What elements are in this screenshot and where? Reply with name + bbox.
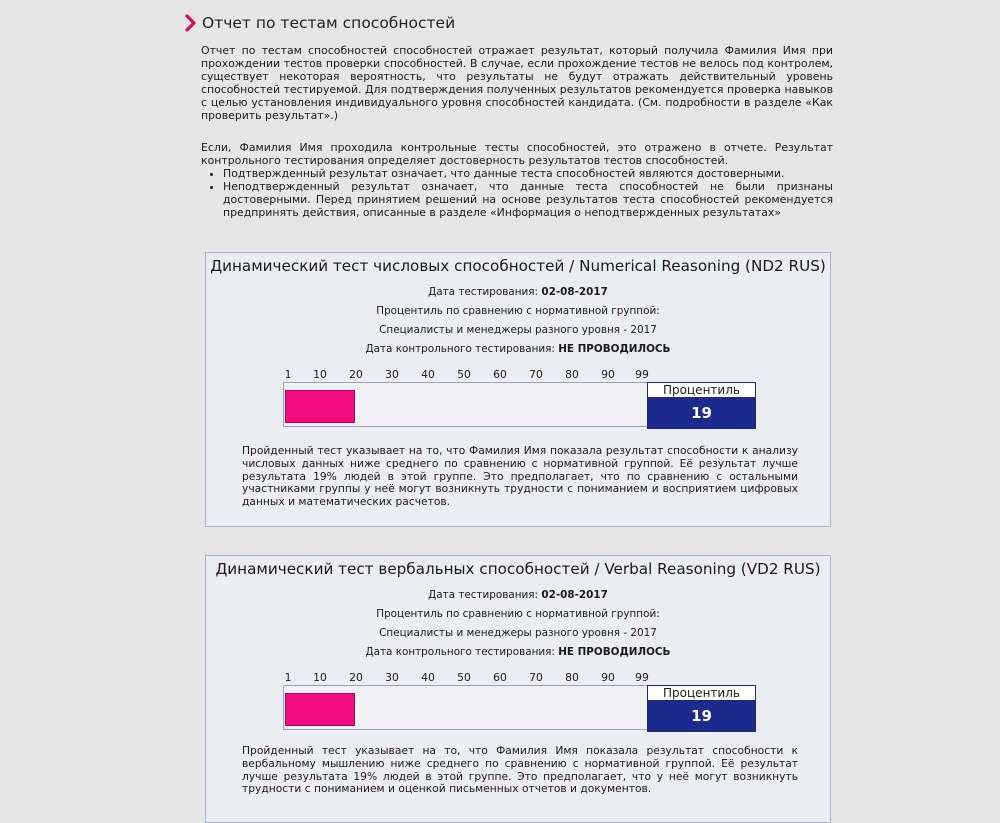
control-test-date	[206, 646, 830, 658]
scale-tick: 80	[565, 671, 579, 684]
test-title: Динамический тест числовых способностей / Numerical Reasoning (ND2 RUS)	[210, 257, 826, 275]
page-title: Отчет по тестам способностей	[202, 14, 456, 32]
percentile-box	[647, 382, 756, 429]
norm-label: Процентиль по сравнению с нормативной группой:	[376, 305, 660, 317]
scale-tick: 10	[313, 368, 327, 381]
scale-tick: 20	[349, 671, 363, 684]
norm-label: Процентиль по сравнению с нормативной группой:	[376, 608, 660, 620]
control-date-label: Дата контрольного тестирования:	[365, 646, 555, 658]
scale-tick: 99	[635, 368, 649, 381]
test-date	[206, 589, 830, 601]
norm-group: Специалисты и менеджеры разного уровня - 2017	[379, 324, 657, 336]
verbal-test-card	[205, 555, 831, 823]
scale-tick: 20	[349, 368, 363, 381]
test-description: Пройденный тест указывает на то, что Фамилия Имя показала результат способности к вербальному мышлению ниже среднего по сравнению с нормативной группой. Её результат лучше результата 19% людей в этой группе. Это предполагает, что у неё могут возникнуть трудности с пониманием и оценкой письменных отчетов и документов.	[242, 744, 798, 796]
scale-tick: 80	[565, 368, 579, 381]
scale-tick: 70	[529, 368, 543, 381]
control-date-label: Дата контрольного тестирования:	[365, 343, 555, 355]
bullet-list	[201, 167, 833, 219]
section-header	[184, 14, 455, 32]
test-date-value: 02-08-2017	[541, 589, 608, 601]
list-item: • Неподтвержденный результат означает, что данные теста способностей не были признаны достоверными. Перед принятием решений на основе результатов теста способностей рекомендуется предпринять действия, описанные в разделе «Информация о неподтвержденных результатах»	[223, 180, 833, 219]
control-date-value: НЕ ПРОВОДИЛОСЬ	[558, 343, 671, 355]
scale-tick: 1	[284, 671, 292, 684]
list-item: • Подтвержденный результат означает, что данные теста способностей являются достоверными.	[223, 167, 833, 180]
test-date-value: 02-08-2017	[541, 286, 608, 298]
test-date-label: Дата тестирования:	[428, 589, 539, 601]
scale-tick: 40	[421, 368, 435, 381]
test-date	[206, 286, 830, 298]
scale-tick: 70	[529, 671, 543, 684]
scale-tick: 1	[284, 368, 292, 381]
intro-control-section	[201, 141, 833, 219]
percentile-bar-fill	[285, 390, 355, 423]
percentile-box	[647, 685, 756, 732]
scale-tick: 50	[457, 368, 471, 381]
scale-tick: 90	[601, 671, 615, 684]
scale-tick: 30	[385, 368, 399, 381]
test-description: Пройденный тест указывает на то, что Фамилия Имя показала результат способности к анализу числовых данных ниже среднего по сравнению с нормативной группой. Её результат лучше результата 19% людей в этой группе. Это предполагает, что по сравнению с остальными участниками группы у неё могут возникнуть трудности с пониманием и восприятием цифровых данных и математических расчетов.	[242, 444, 798, 509]
percentile-bar-track	[283, 382, 649, 427]
intro-paragraph: Отчет по тестам способностей способностей отражает результат, который получила Фамилия Имя при прохождении тестов проверки способностей. В случае, если прохождение тестов не велось под контролем, существует некоторая вероятность, что результаты не будут отражать действительный уровень способностей тестируемой. Для подтверждения полученных результатов рекомендуется проверка навыков с целью установления индивидуального уровня способностей кандидата. (См. подробности в разделе «Как проверить результат».)	[201, 44, 833, 122]
percentile-value: 19	[648, 701, 755, 731]
norm-group: Специалисты и менеджеры разного уровня - 2017	[379, 627, 657, 639]
scale-tick: 90	[601, 368, 615, 381]
test-title: Динамический тест вербальных способностей / Verbal Reasoning (VD2 RUS)	[215, 560, 821, 578]
percentile-bar-track	[283, 685, 649, 730]
scale-tick: 60	[493, 368, 507, 381]
test-date-label: Дата тестирования:	[428, 286, 539, 298]
scale-tick: 40	[421, 671, 435, 684]
control-test-date	[206, 343, 830, 355]
control-date-value: НЕ ПРОВОДИЛОСЬ	[558, 646, 671, 658]
percentile-bar-fill	[285, 693, 355, 726]
percentile-scale	[206, 671, 832, 685]
scale-tick: 30	[385, 671, 399, 684]
percentile-value: 19	[648, 398, 755, 428]
percentile-scale	[206, 368, 832, 382]
chevron-right-icon	[184, 14, 198, 32]
percentile-label: Процентиль	[648, 383, 755, 398]
scale-tick: 50	[457, 671, 471, 684]
scale-tick: 99	[635, 671, 649, 684]
numerical-test-card	[205, 252, 831, 527]
intro-control-paragraph: Если, Фамилия Имя проходила контрольные тесты способностей, это отражено в отчете. Результат контрольного тестирования определяет достоверность результатов тестов способностей.	[201, 141, 833, 167]
scale-tick: 10	[313, 671, 327, 684]
percentile-label: Процентиль	[648, 686, 755, 701]
scale-tick: 60	[493, 671, 507, 684]
